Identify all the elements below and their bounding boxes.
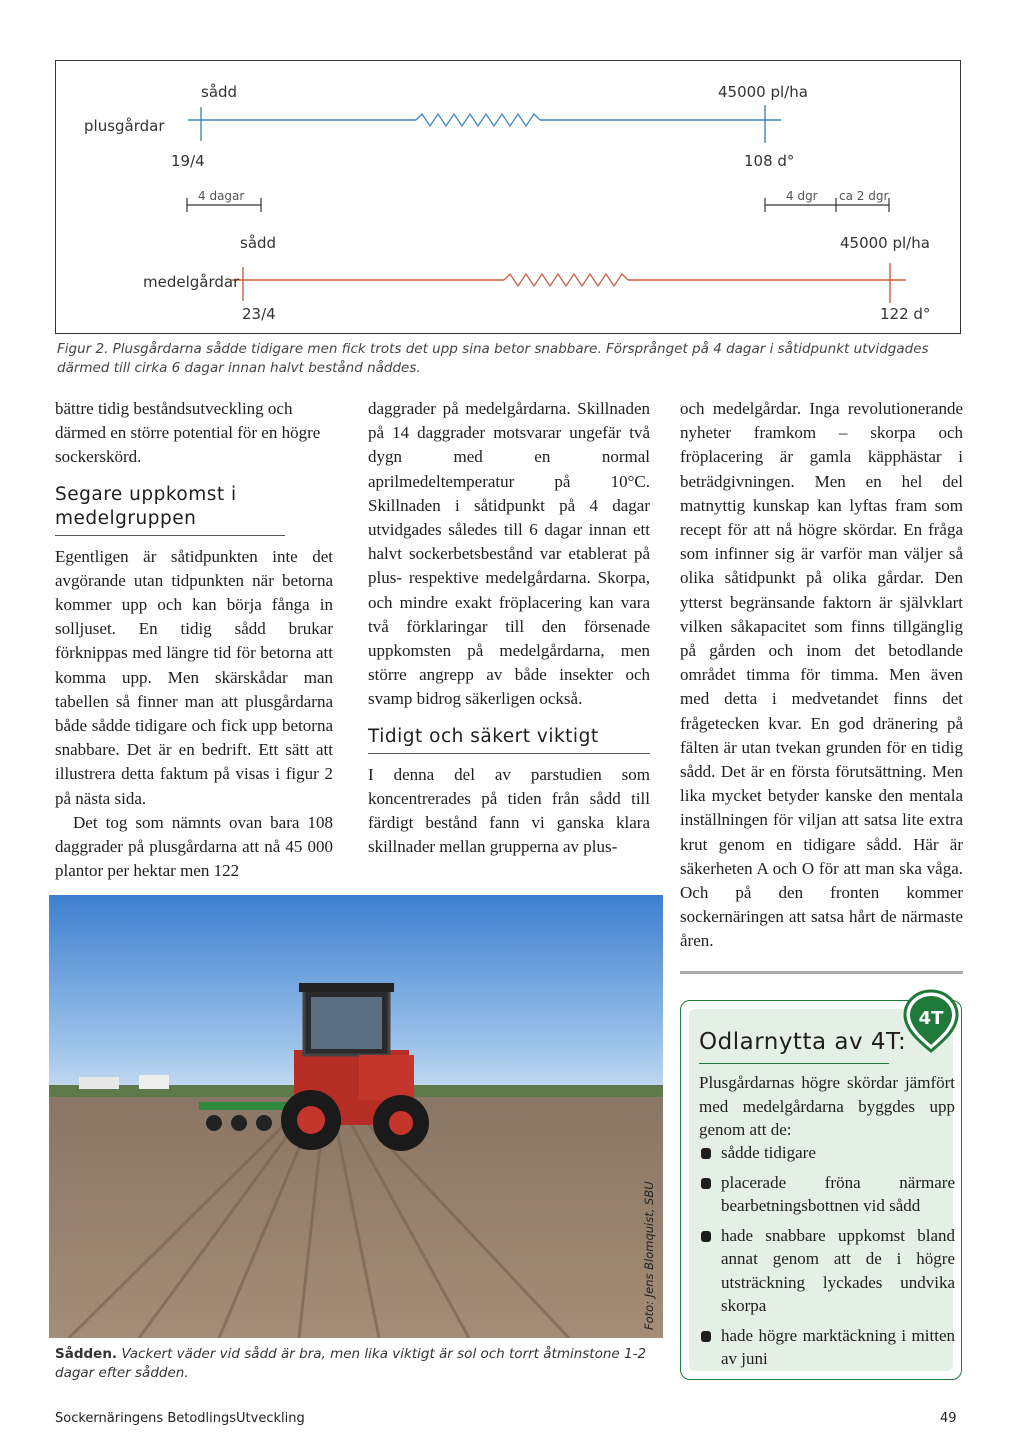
plus-label: plusgårdar	[84, 117, 165, 135]
footer-publisher: Sockernäringens BetodlingsUtveckling	[55, 1411, 305, 1426]
bullet-icon	[701, 1178, 711, 1189]
paragraph: Egentligen är såtidpunkten inte det avgörande utan tidpunkten när betorna kommer upp och kan börja fånga in solljuset. En tidig sådd brukar förknippas med längre tid för betorna att komma upp. Men skärskådar man tabellen så finner man att plusgårdarna både sådde tidigare och fick upp betorna snabbare. Det är en bedrift. Ett sätt att illustrera detta faktum på visas i figur 2 på nästa sida.	[55, 546, 333, 808]
bullet-icon	[701, 1331, 711, 1342]
medel-label: medelgårdar	[143, 273, 240, 291]
list-item: hade snabbare uppkomst bland annat genom att de i högre utsträckning lyckades undvika skorpa	[699, 1224, 955, 1318]
gap-right-label-b: ca 2 dgr	[839, 189, 889, 203]
paragraph: daggrader på medelgårdarna. Skillnaden på 14 daggrader motsvarar ungefär två dygn med en normal aprilmedeltemperatur på 10°C. Skillnaden i såtidpunkt på 4 dagar utvidgades således till 6 dagar innan ett halvt sockerbetsbestånd var etablerat på plus- respektive medelgårdarna. Skorpa, och mindre exakt fröplacering kan vara två förklaringar till den försenade uppkomsten på medelgårdarna, men större angrepp av både insekter och svamp bidrog säkerligen också.	[368, 399, 650, 709]
list-item: placerade fröna närmare bearbetningsbottnen vid sådd	[699, 1171, 955, 1218]
plus-sow-label: sådd	[201, 83, 238, 101]
section-heading: Segare uppkomst i medelgruppen	[55, 483, 285, 536]
bullet-icon	[701, 1231, 711, 1242]
text-column-2	[368, 397, 650, 859]
list-item: sådde tidigare	[699, 1141, 955, 1165]
bullet-icon	[701, 1148, 711, 1159]
section-heading: Tidigt och säkert viktigt	[368, 725, 650, 754]
divider	[680, 971, 963, 974]
photo-caption-bold: Sådden.	[55, 1346, 118, 1362]
box-background	[689, 1009, 953, 1371]
photo-caption-text: Vackert väder vid sådd är bra, men lika viktigt är sol och torrt åtminstone 1-2 dagar efter sådden.	[55, 1346, 647, 1381]
photo-credit: Foto: Jens Blomquist, SBU	[642, 1181, 656, 1330]
page-number: 49	[940, 1411, 957, 1426]
box-title: Odlarnytta av 4T:	[699, 1029, 907, 1055]
paragraph: bättre tidig beståndsutveckling och därmed en större potential för en högre sockerskörd.	[55, 399, 321, 467]
odlarnytta-box	[680, 1000, 962, 1380]
medel-plants: 45000 pl/ha	[840, 234, 930, 252]
gap-left-label: 4 dagar	[198, 189, 245, 203]
timeline-figure	[55, 60, 961, 334]
medel-timeline	[231, 263, 906, 303]
figure-caption: Figur 2. Plusgårdarna sådde tidigare men fick trots det upp sina betor snabbare. Försprånget på 4 dagar i såtidpunkt utvidgades därmed till cirka 6 dagar innan halvt bestånd nåddes.	[57, 341, 929, 376]
medel-degree-days: 122 d°	[880, 305, 931, 323]
box-title-rule	[699, 1063, 889, 1064]
box-intro: Plusgårdarnas högre skördar jämfört med medelgårdarna byggdes upp genom att de:	[699, 1073, 955, 1139]
plus-sow-date: 19/4	[171, 152, 205, 170]
gap-right-label-a: 4 dgr	[786, 189, 818, 203]
medel-sow-date: 23/4	[242, 305, 276, 323]
timeline-svg	[56, 61, 962, 335]
list-item: hade högre marktäckning i mitten av juni	[699, 1324, 955, 1371]
paragraph: I denna del av parstudien som koncentrerades på tiden från sådd till färdigt bestånd fann vi ganska klara skillnader mellan grupperna av plus-	[368, 764, 650, 857]
benefit-list	[699, 1141, 955, 1377]
paragraph: och medelgårdar. Inga revolutionerande nyheter framkom – skorpa och fröplacering är gamla käpphästar i beträdgivningen. Men en hel del matnyttig kunskap kan lyftas fram som recept för att nå högre skördar. En fråga som infinner sig är varför man väljer så olika såtidpunkt på olika gårdar. Den ytterst begränsande faktorn är självklart vilken såkapacitet som finns tillgänglig på gården och inom det betodlande området timma för timma. Men även med detta i medvetandet finns det frågetecken kvar. En god dränering på fälten är utan tvekan grunden för en tidig sådd. Det är en första förutsättning. Men lika mycket betyder kanske den mentala inställningen för viljan att satsa lite extra krut genom en tidigare sådd. Här är säkerheten A och O för att man ska våga. Och på den fronten kommer sockernäringen att satsa hårt de närmaste åren.	[680, 399, 963, 951]
plus-plants: 45000 pl/ha	[718, 83, 808, 101]
tractor-photo	[49, 895, 663, 1338]
plus-timeline	[188, 105, 781, 143]
badge-label: 4T	[918, 1008, 944, 1029]
medel-sow-label: sådd	[240, 234, 277, 252]
plus-degree-days: 108 d°	[744, 152, 795, 170]
paragraph: Det tog som nämnts ovan bara 108 daggrader på plusgårdarna att nå 45 000 plantor per hektar men 122	[55, 812, 333, 881]
text-column-1	[55, 397, 333, 883]
4t-badge-icon	[903, 989, 959, 1053]
text-column-3	[680, 397, 963, 954]
photo-caption	[55, 1345, 655, 1383]
